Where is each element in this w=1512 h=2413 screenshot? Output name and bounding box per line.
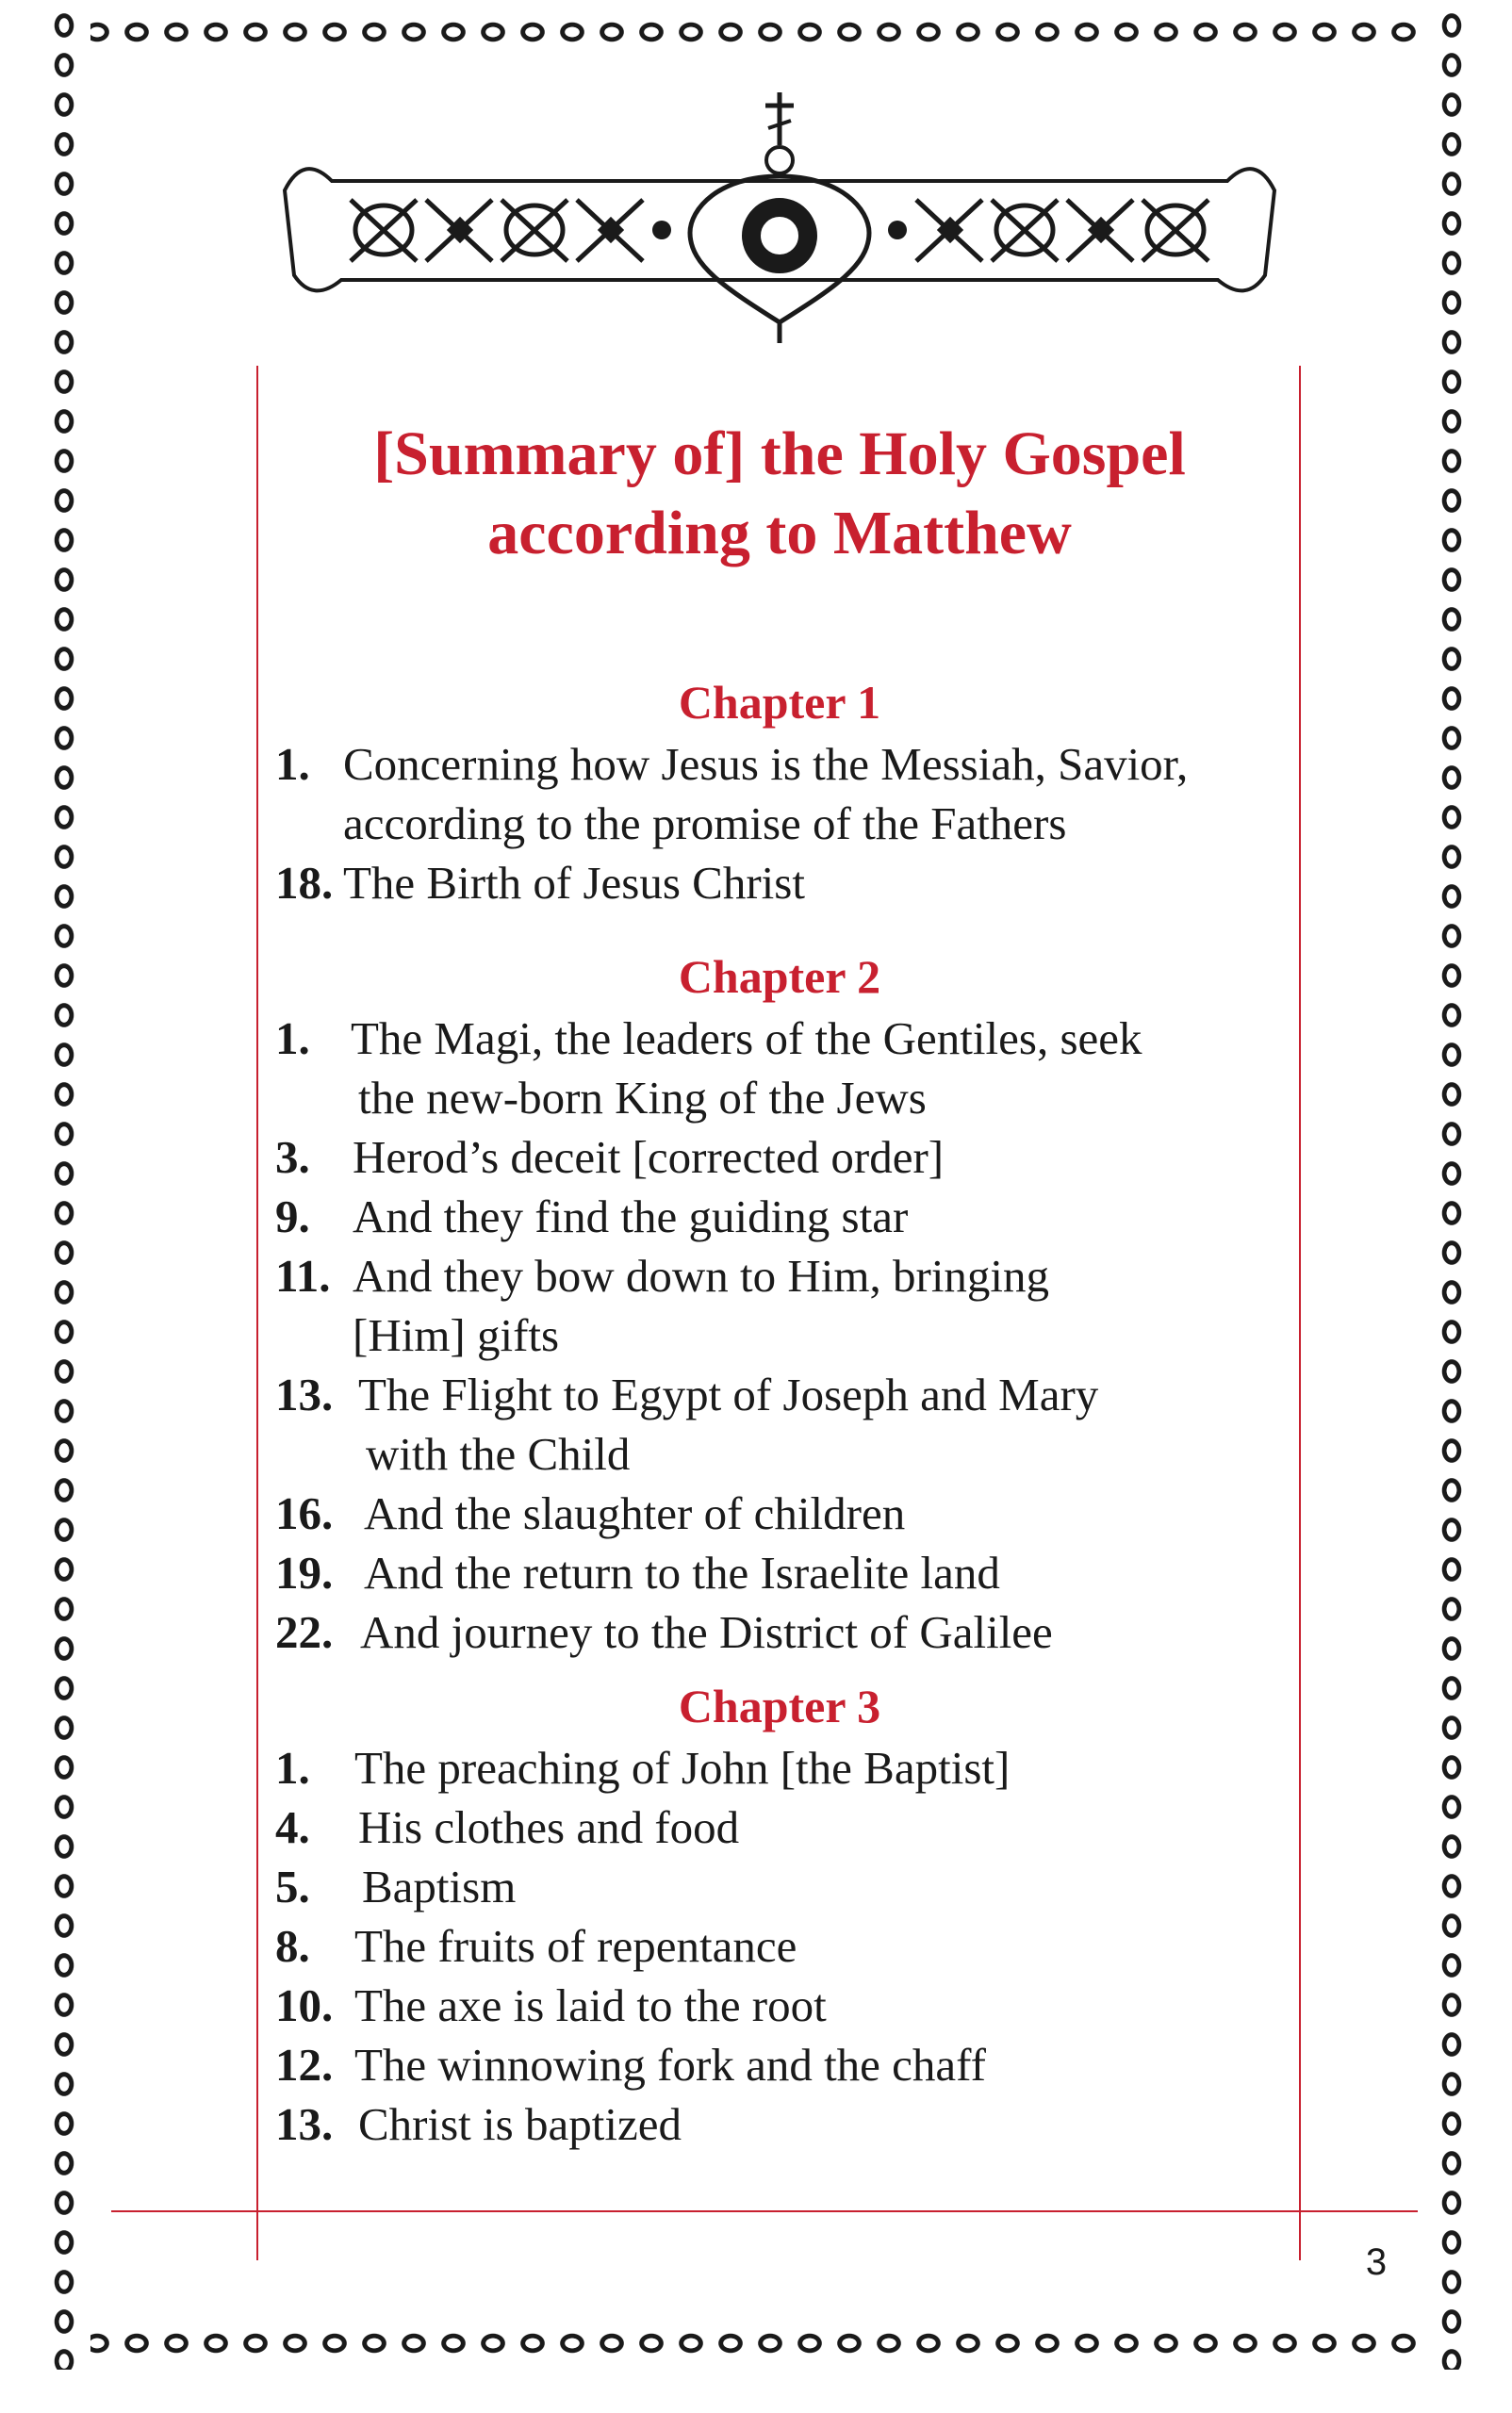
entry-text-cont: [Him] gifts [353,1309,560,1361]
entry-text: Concerning how Jesus is the Messiah, Savior, [343,738,1189,790]
frame-rule-left [256,366,258,2260]
verse-number: 10. [275,1979,334,2031]
verse-number: 1. [275,738,310,790]
chain-border-top [38,6,1478,58]
verse-number: 4. [275,1801,310,1853]
list-item [275,1797,1293,1857]
list-item [275,853,1293,912]
entry-text: Baptism [362,1861,517,1912]
entry-text-cont: with the Child [366,1428,631,1480]
verse-number: 11. [275,1250,331,1302]
chapter-3-heading: Chapter 3 [678,1680,881,1732]
verse-number: 8. [275,1920,310,1972]
entry-text: And the slaughter of children [364,1487,906,1539]
title-line-2: according to Matthew [487,499,1072,567]
list-item [275,1916,1293,1976]
chain-border-right [1425,6,1478,2370]
list-item [275,1857,1293,1916]
entry-text: His clothes and food [358,1801,740,1853]
entry-text: And they bow down to Him, bringing [353,1250,1050,1302]
entry-text: Christ is baptized [358,2098,682,2150]
verse-number: 19. [275,1547,334,1599]
list-item [275,1976,1293,2035]
verse-number: 5. [275,1861,310,1912]
entry-text: The fruits of repentance [354,1920,797,1972]
list-item [275,1602,1293,1662]
cross-icon [765,92,794,173]
ornamental-headpiece-icon [266,87,1293,351]
entry-text: Herod’s deceit [corrected order] [353,1131,945,1183]
entry-text: The Birth of Jesus Christ [343,857,805,909]
chapter-2-heading: Chapter 2 [678,950,881,1003]
entry-text: The Magi, the leaders of the Gentiles, seek [351,1012,1142,1064]
entry-text: The axe is laid to the root [354,1979,827,2031]
verse-number: 18. [275,857,334,909]
verse-number: 22. [275,1606,334,1658]
list-item [275,1246,1293,1365]
chain-border-bottom [38,2317,1478,2370]
entry-text: And they find the guiding star [353,1190,909,1242]
title-line-1: [Summary of] the Holy Gospel [373,419,1186,488]
entry-text: And the return to the Israelite land [364,1547,1000,1599]
list-item [275,1543,1293,1602]
entry-text: The winnowing fork and the chaff [354,2039,986,2091]
list-item [275,1365,1293,1484]
list-item [275,1484,1293,1543]
frame-rule-bottom [111,2210,1418,2212]
verse-number: 1. [275,1742,310,1794]
list-item [275,1738,1293,1797]
verse-number: 9. [275,1190,310,1242]
verse-number: 13. [275,2098,334,2150]
verse-number: 1. [275,1012,310,1064]
verse-number: 3. [275,1131,310,1183]
page-number: 3 [1365,2241,1388,2283]
chapter-1-heading: Chapter 1 [678,676,881,729]
list-item [275,734,1293,853]
chain-border-left [38,6,90,2370]
entry-text-cont: the new-born King of the Jews [358,1072,927,1124]
list-item [275,1187,1293,1246]
verse-number: 13. [275,1369,334,1420]
verse-number: 16. [275,1487,334,1539]
list-item [275,1009,1293,1127]
list-item [275,1127,1293,1187]
entry-text: And journey to the District of Galilee [360,1606,1053,1658]
list-item [275,2094,1293,2154]
frame-rule-right [1299,366,1301,2260]
entry-text-cont: according to the promise of the Fathers [343,797,1067,849]
entry-text: The preaching of John [the Baptist] [354,1742,1011,1794]
page-title [266,415,1293,573]
entry-text: The Flight to Egypt of Joseph and Mary [358,1369,1099,1420]
list-item [275,2035,1293,2094]
verse-number: 12. [275,2039,334,2091]
